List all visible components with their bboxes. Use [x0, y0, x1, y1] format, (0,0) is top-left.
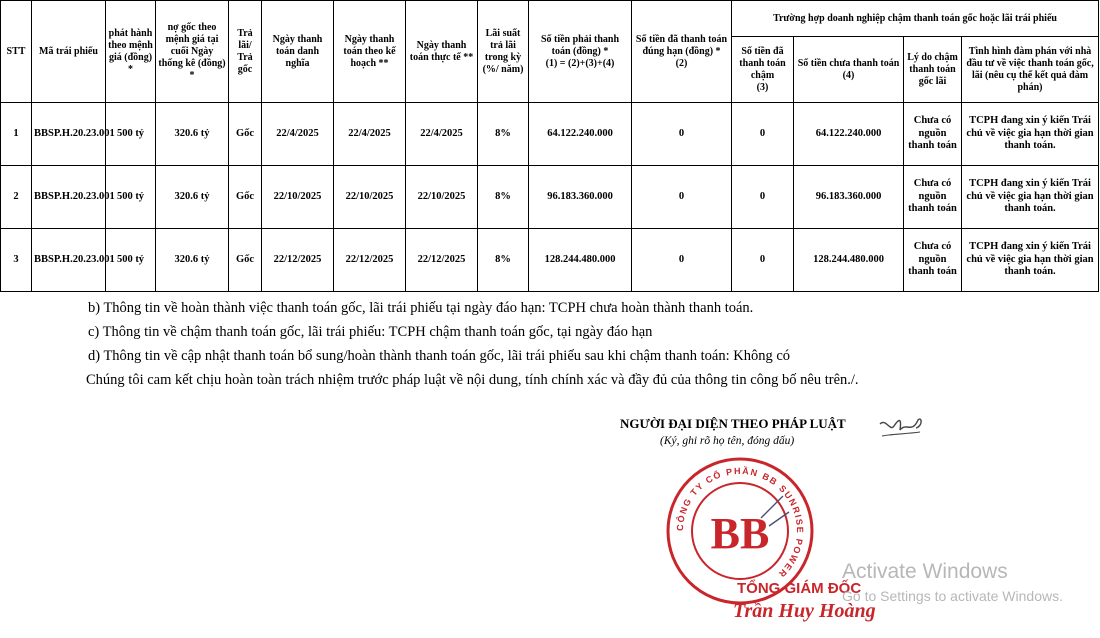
header-issued-value: phát hành theo mệnh giá (đồng) *	[106, 1, 156, 103]
header-unpaid-title: Số tiền chưa thanh toán	[797, 57, 900, 69]
header-paid-late-num: (3)	[756, 81, 769, 93]
cell-nominal-date: 22/12/2025	[262, 229, 334, 292]
cell-outstanding-principal: 320.6 tỷ	[156, 166, 229, 229]
note-c: c) Thông tin về chậm thanh toán gốc, lãi trái phiếu: TCPH chậm thanh toán gốc, tại ngày đáo hạn	[88, 324, 653, 340]
cell-unpaid: 128.244.480.000	[794, 229, 904, 292]
header-paid-on-time	[632, 1, 732, 103]
cell-pay-type: Gốc	[229, 103, 262, 166]
header-nominal-date: Ngày thanh toán danh nghĩa	[262, 1, 334, 103]
note-b: b) Thông tin về hoàn thành việc thanh toán gốc, lãi trái phiếu tại ngày đáo hạn: TCPH chưa hoàn thành thanh toán.	[88, 300, 754, 316]
cell-interest-rate: 8%	[478, 103, 529, 166]
cell-negotiation: TCPH đang xin ý kiến Trái chủ về việc gia hạn thời gian thanh toán.	[962, 229, 1099, 292]
cell-stt: 1	[1, 103, 32, 166]
cell-planned-date: 22/4/2025	[334, 103, 406, 166]
cell-late-reason: Chưa có nguồn thanh toán	[904, 229, 962, 292]
header-paid-late-title: Số tiền đã thanh toán chậm	[739, 45, 786, 81]
cell-interest-rate: 8%	[478, 229, 529, 292]
table-row	[1, 166, 1099, 229]
header-outstanding-principal: nợ gốc theo mệnh giá tại cuối Ngày thống kê (đồng) *	[156, 1, 229, 103]
header-unpaid	[794, 37, 904, 103]
header-actual-date: Ngày thanh toán thực tế **	[406, 1, 478, 103]
cell-amount-due: 64.122.240.000	[529, 103, 632, 166]
note-d: d) Thông tin về cập nhật thanh toán bổ sung/hoàn thành thanh toán gốc, lãi trái phiếu sau khi chậm thanh toán: Không có	[88, 348, 791, 364]
cell-planned-date: 22/12/2025	[334, 229, 406, 292]
header-interest-rate: Lãi suất trả lãi trong kỳ (%/ năm)	[478, 1, 529, 103]
initials-scribble	[876, 412, 926, 446]
header-paid-on-time-num: (2)	[675, 57, 688, 69]
cell-paid-on-time: 0	[632, 166, 732, 229]
cell-paid-late: 0	[732, 229, 794, 292]
cell-stt: 3	[1, 229, 32, 292]
table-row	[1, 103, 1099, 166]
signature-title: NGƯỜI ĐẠI DIỆN THEO PHÁP LUẬT	[620, 416, 846, 431]
table-row	[1, 229, 1099, 292]
cell-issued-value: 500 tỷ	[106, 229, 156, 292]
cell-bond-code: BBSP.H.20.23.001	[32, 103, 106, 166]
cell-outstanding-principal: 320.6 tỷ	[156, 229, 229, 292]
cell-bond-code: BBSP.H.20.23.001	[32, 229, 106, 292]
seal-logo: BB	[710, 509, 770, 558]
header-stt: STT	[1, 1, 32, 103]
signature-subtitle: (Ký, ghi rõ họ tên, đóng dấu)	[660, 435, 795, 447]
header-late-group: Trường hợp doanh nghiệp chậm thanh toán gốc hoặc lãi trái phiếu	[732, 1, 1099, 37]
disclosure-notes	[88, 296, 1088, 392]
header-amount-due	[529, 1, 632, 103]
cell-paid-late: 0	[732, 103, 794, 166]
header-negotiation: Tình hình đàm phán với nhà đầu tư về việc thanh toán gốc, lãi (nêu cụ thể kết quả đàm phán)	[962, 37, 1099, 103]
cell-bond-code: BBSP.H.20.23.001	[32, 166, 106, 229]
header-paid-on-time-title: Số tiền đã thanh toán đúng hạn (đồng) *	[635, 33, 728, 57]
watermark-title: Activate Windows	[842, 560, 1008, 583]
cell-actual-date: 22/10/2025	[406, 166, 478, 229]
header-paid-late	[732, 37, 794, 103]
cell-late-reason: Chưa có nguồn thanh toán	[904, 103, 962, 166]
cell-amount-due: 128.244.480.000	[529, 229, 632, 292]
cell-paid-on-time: 0	[632, 103, 732, 166]
cell-actual-date: 22/4/2025	[406, 103, 478, 166]
signatory-name: Trần Huy Hoàng	[733, 600, 876, 622]
cell-paid-on-time: 0	[632, 229, 732, 292]
cell-pay-type: Gốc	[229, 229, 262, 292]
bond-payment-table	[0, 0, 1099, 292]
watermark-subtitle: Go to Settings to activate Windows.	[842, 588, 1063, 604]
cell-pay-type: Gốc	[229, 166, 262, 229]
cell-stt: 2	[1, 166, 32, 229]
header-pay-type: Trả lãi/ Trả gốc	[229, 1, 262, 103]
activation-watermark	[842, 560, 1063, 604]
commitment-statement: Chúng tôi cam kết chịu hoàn toàn trách nhiệm trước pháp luật về nội dung, tính chính xác và đầy đủ của thông tin công bố nêu trên./.	[86, 372, 859, 388]
position-title: TỔNG GIÁM ĐỐC	[737, 580, 862, 597]
header-bond-code: Mã trái phiếu	[32, 1, 106, 103]
cell-negotiation: TCPH đang xin ý kiến Trái chủ về việc gia hạn thời gian thanh toán.	[962, 166, 1099, 229]
cell-issued-value: 500 tỷ	[106, 166, 156, 229]
seal-ring-text: CÔNG TY CỔ PHẦN BB SUNRISE POWER	[674, 465, 806, 580]
cell-paid-late: 0	[732, 166, 794, 229]
cell-late-reason: Chưa có nguồn thanh toán	[904, 166, 962, 229]
header-planned-date: Ngày thanh toán theo kế hoạch **	[334, 1, 406, 103]
cell-planned-date: 22/10/2025	[334, 166, 406, 229]
cell-outstanding-principal: 320.6 tỷ	[156, 103, 229, 166]
header-late-reason: Lý do chậm thanh toán gốc lãi	[904, 37, 962, 103]
cell-amount-due: 96.183.360.000	[529, 166, 632, 229]
cell-unpaid: 96.183.360.000	[794, 166, 904, 229]
cell-issued-value: 500 tỷ	[106, 103, 156, 166]
header-unpaid-num: (4)	[842, 69, 855, 81]
cell-nominal-date: 22/4/2025	[262, 103, 334, 166]
header-amount-due-formula: (1) = (2)+(3)+(4)	[545, 57, 615, 69]
cell-actual-date: 22/12/2025	[406, 229, 478, 292]
cell-interest-rate: 8%	[478, 166, 529, 229]
cell-nominal-date: 22/10/2025	[262, 166, 334, 229]
cell-negotiation: TCPH đang xin ý kiến Trái chủ về việc gia hạn thời gian thanh toán.	[962, 103, 1099, 166]
header-amount-due-title: Số tiền phải thanh toán (đồng) *	[540, 33, 620, 57]
cell-unpaid: 64.122.240.000	[794, 103, 904, 166]
